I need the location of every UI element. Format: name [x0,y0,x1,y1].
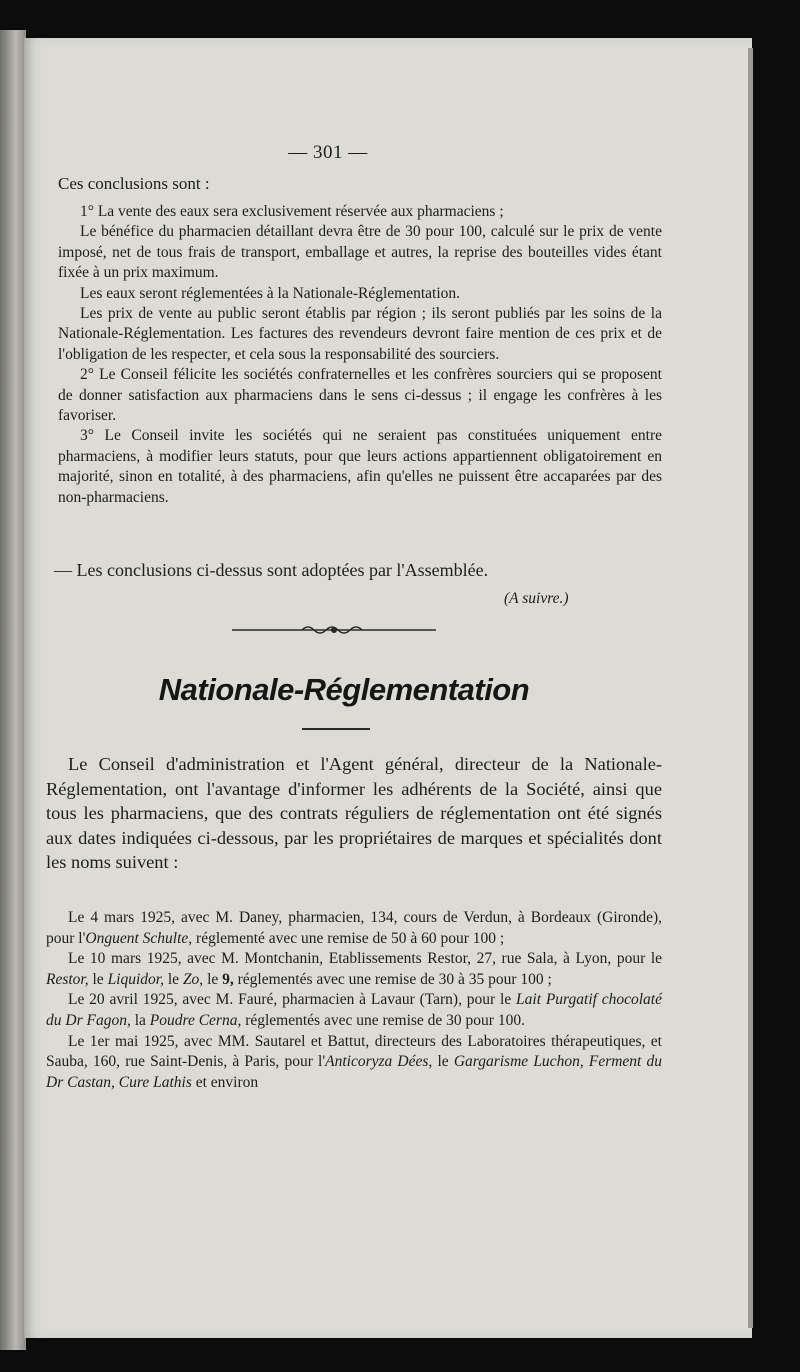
entry-2-text-g: le [203,970,223,988]
adopted-statement: — Les conclusions ci-dessus sont adoptées par l'Assemblée. [54,560,489,580]
entry-1-text-c: , réglementé avec une remise de 50 à 60 pour 100 ; [188,929,505,947]
entry-2-text-i: réglementés avec une remise de 30 à 35 pour 100 ; [233,970,552,988]
entry-2-text-c: le [88,970,108,988]
entry-4-text-c: le [432,1053,454,1071]
ornament-divider-icon [232,623,436,637]
paragraph-3: Les eaux seront réglementées à la Nationale-Réglementation. [80,284,461,302]
entry-4-product-anticoryza: Anticoryza Dées, [325,1053,433,1071]
page [24,38,752,1338]
entry-4-text-e: et environ [191,1073,259,1091]
entry-3-text-a: Le 20 avril 1925, avec M. Fauré, pharmacien à Lavaur (Tarn), pour le [68,991,517,1009]
paragraph-2: Le bénéfice du pharmacien détaillant devra être de 30 pour 100, calculé sur le prix de vente imposé, net de tous frais de transport, emballage et autres, la reprise des bouteilles vides étant fixée à un prix maximum. [58,223,662,282]
entry-3 [46,990,662,1031]
entry-3-product-lait: Lait Purgatif chocolaté du Dr Fagon, [46,991,662,1029]
entry-2-product-zo: Zo, [182,970,204,988]
entry-2 [46,949,662,990]
entries-list [46,908,662,1093]
entry-4-product-list: Gargarisme Luchon, Ferment du Dr Castan, Cure Lathis [46,1053,663,1091]
entry-4 [46,1032,662,1094]
conclusions-lead: Ces conclusions sont : [58,174,210,193]
entry-2-product-9: 9, [222,970,234,988]
page-edge [748,48,753,1328]
entry-1 [46,908,662,949]
entry-3-product-poudre: Poudre Cerna, [149,1011,242,1029]
intro-paragraph: Le Conseil d'administration et l'Agent général, directeur de la Nationale-Réglementation, ont l'avantage d'informer les adhérents de la Société, ainsi que tous les pharmaciens, que des contrats réguliers de réglementation ont été signés aux dates indiquées ci-dessous, par les propriétaires de marques et spécialités dont les noms suivent : [46,754,662,873]
paragraph-5: 2° Le Conseil félicite les sociétés confraternelles et les confrères sourciers qui se proposent de donner satisfaction aux pharmaciens dans le sens ci-dessus ; il engage les confrères à les favoriser. [58,366,662,425]
heading-rule [302,728,370,730]
entry-2-product-liquidor: Liquidor, [107,970,164,988]
entry-1-product: Onguent Schulte [85,929,189,947]
entry-1-text-a: Le 4 mars 1925, avec M. Daney, pharmacien, 134, cours de Verdun, à Bordeaux (Gironde), pour l' [46,909,662,947]
left-page-edge [0,30,26,1350]
entry-2-text-e: le [164,970,183,988]
entry-2-product-restor: Restor, [46,970,89,988]
page-number: — 301 — [288,142,368,163]
entry-3-text-e: réglementés avec une remise de 30 pour 100. [241,1011,525,1029]
paragraph-4: Les prix de vente au public seront établis par région ; ils seront publiés par les soins de la Nationale-Réglementation. Les factures des revendeurs devront faire mention de ces prix et de l'obligation de les respecter, et cela sous la responsabilité des sourciers. [58,305,662,363]
entry-4-text-a: Le 1er mai 1925, avec MM. Sautarel et Battut, directeurs des Laboratoires thérapeutiques, et Sauba, 160, rue Saint-Denis, à Paris, pour l' [46,1032,662,1071]
section-heading: Nationale-Réglementation [158,672,530,707]
paragraph-6: 3° Le Conseil invite les sociétés qui ne seraient pas constituées uniquement entre pharmaciens, à modifier leurs statuts, pour que leurs actions appartiennent obligatoirement en majorité, sinon en totalité, à des pharmaciens, afin qu'elles ne puissent être accaparées par des non-pharmaciens. [58,427,662,506]
entry-3-text-c: la [130,1011,150,1029]
paragraph-1: 1° La vente des eaux sera exclusivement réservée aux pharmaciens ; [80,203,504,220]
to-follow: (A suivre.) [504,590,569,607]
entry-2-text-a: Le 10 mars 1925, avec M. Montchanin, Etablissements Restor, 27, rue Sala, à Lyon, pour le [68,950,662,968]
conclusions-body [58,202,662,508]
